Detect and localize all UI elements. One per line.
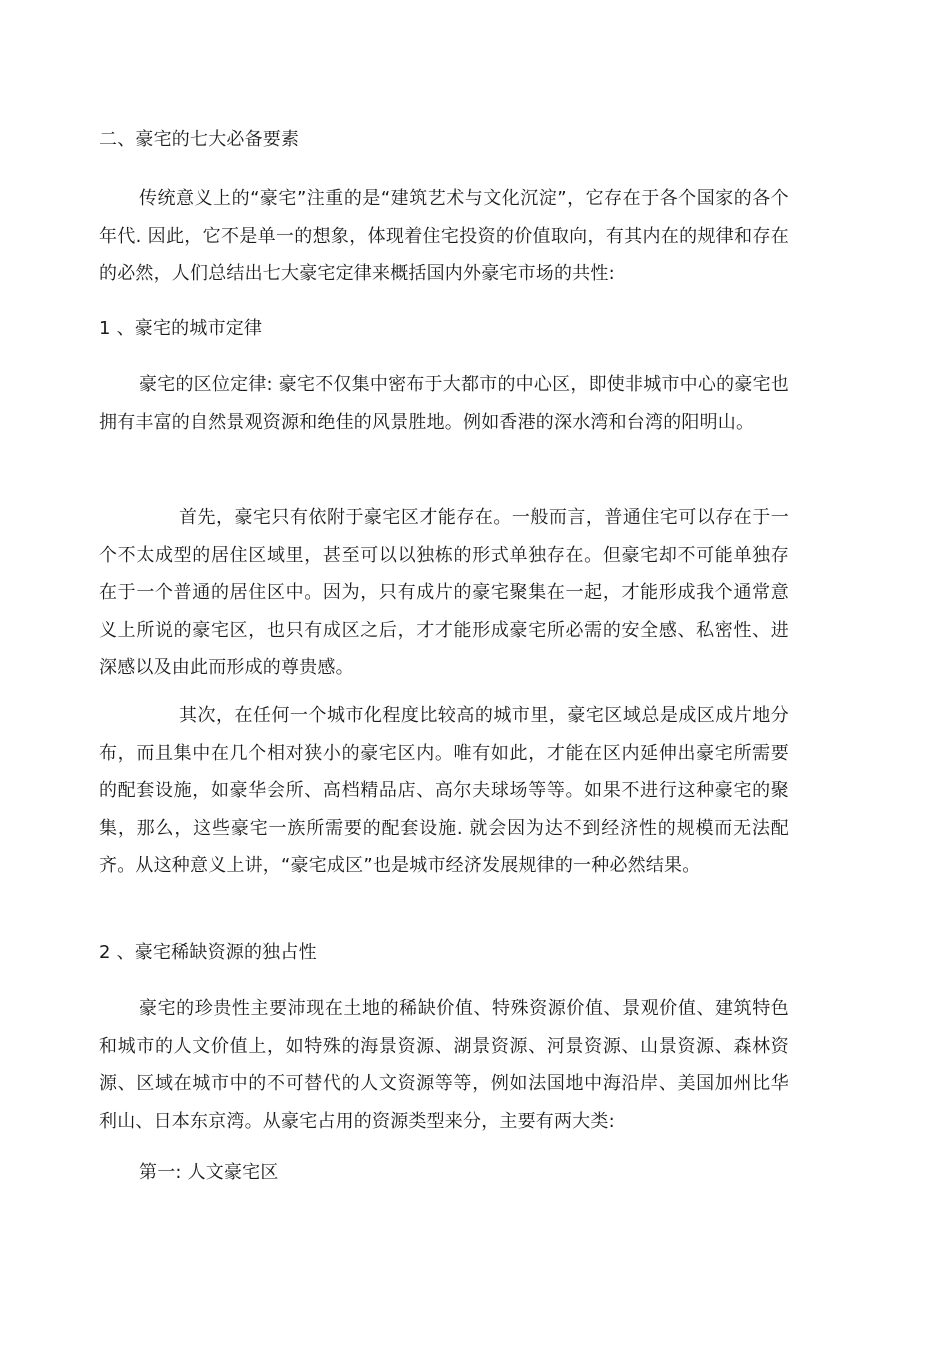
- subsection-1-paragraph-1: 豪宅的区位定律: 豪宅不仅集中密布于大都市的中心区，即使非城市中心的豪宅也拥有丰富的自然景观资源和绝佳的风景胜地。例如香港的深水湾和台湾的阳明山。: [99, 374, 789, 433]
- subsection-1-title: 1 、豪宅的城市定律: [99, 318, 263, 339]
- subsection-1-paragraph-3: 其次，在任何一个城市化程度比较高的城市里，豪宅区域总是成区成片地分布，而且集中在几个相对狭小的豪宅区内。唯有如此，才能在区内延伸出豪宅所需要的配套设施，如豪华会所、高档精品店、高尔夫球场等等。如果不进行这种豪宅的聚集，那么，这些豪宅一族所需要的配套设施. 就会因为达不到经济性的规模而无法配齐。从这种意义上讲，“豪宅成区”也是城市经济发展规律的一种必然结果。: [99, 705, 789, 876]
- intro-paragraph: 传统意义上的“豪宅”注重的是“建筑艺术与文化沉淀”，它存在于各个国家的各个年代. 因此，它不是单一的想象，体现着住宅投资的价值取向，有其内在的规律和存在的必然，人们总结出七大豪宅定律来概括国内外豪宅市场的共性:: [99, 188, 789, 284]
- section-title: 二、豪宅的七大必备要素: [99, 129, 300, 150]
- subsection-1-paragraph-2: 首先，豪宅只有依附于豪宅区才能存在。一般而言，普通住宅可以存在于一个不太成型的居住区域里，甚至可以以独栋的形式单独存在。但豪宅却不可能单独存在于一个普通的居住区中。因为，只有成片的豪宅聚集在一起，才能形成我个通常意义上所说的豪宅区，也只有成区之后，才才能形成豪宅所必需的安全感、私密性、进深感以及由此而形成的尊贵感。: [99, 507, 789, 678]
- subsection-2-paragraph-1: 豪宅的珍贵性主要沛现在土地的稀缺价值、特殊资源价值、景观价值、建筑特色和城市的人文价值上，如特殊的海景资源、湖景资源、河景资源、山景资源、森林资源、区域在城市中的不可替代的人文资源等等，例如法国地中海沿岸、美国加州比华利山、日本东京湾。从豪宅占用的资源类型来分，主要有两大类:: [99, 998, 789, 1132]
- subsection-2-title: 2 、豪宅稀缺资源的独占性: [99, 942, 317, 963]
- subsection-2-item-1: 第一: 人文豪宅区: [139, 1162, 279, 1183]
